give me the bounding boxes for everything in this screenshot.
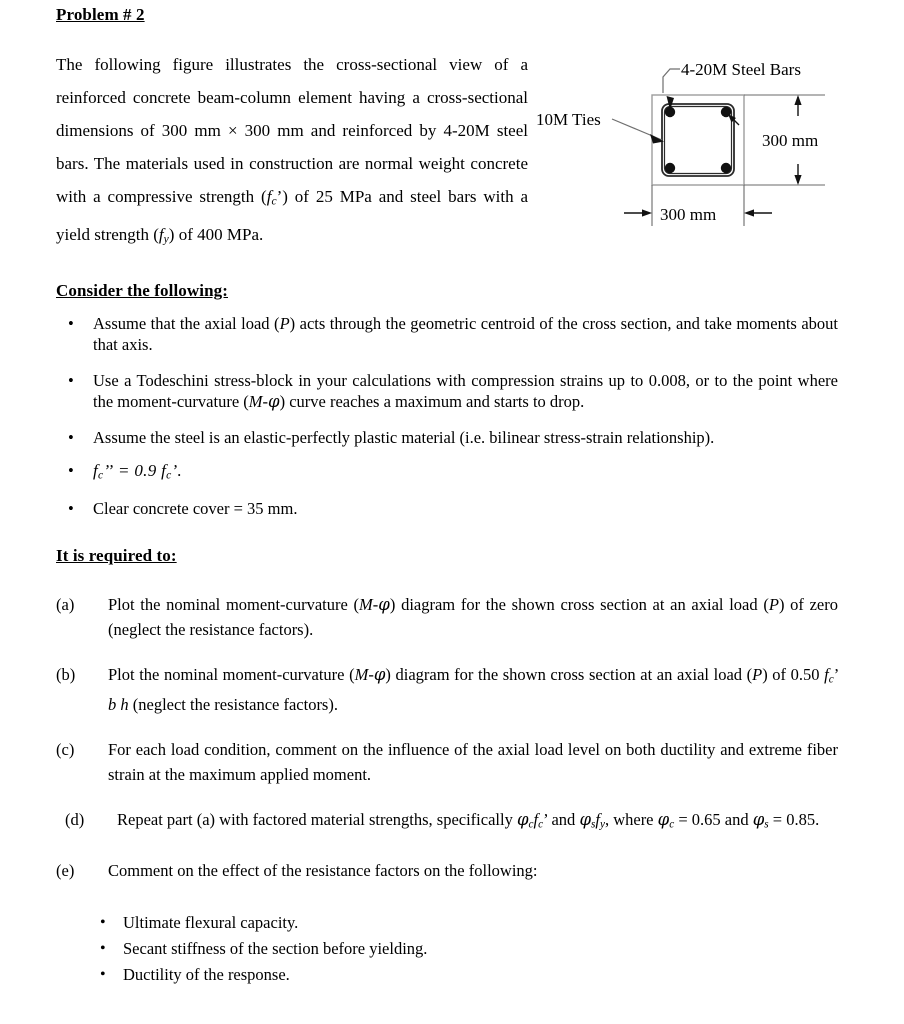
vdim-arrowhead-top: [794, 95, 801, 105]
label-dimension-horizontal: 300 mm: [660, 205, 717, 224]
bullet-icon: •: [68, 498, 74, 518]
cross-section-figure: [530, 48, 904, 248]
list-item: [56, 370, 838, 412]
bullet-icon: •: [100, 914, 106, 931]
label-ties: 10M Ties: [536, 110, 601, 129]
label-dimension-vertical: 300 mm: [762, 131, 819, 150]
list-item: [100, 936, 600, 962]
required-heading: It is required to:: [56, 546, 177, 565]
page-title: Problem # 2: [56, 5, 145, 24]
bullet-icon: •: [68, 461, 74, 480]
list-item-text: Plot the nominal moment-curvature (M-φ) diagram for the shown cross section at an axial load (P) of zero (neglect the resistance factors).: [108, 595, 838, 639]
list-item: [56, 313, 838, 355]
list-item-label: (c): [56, 740, 75, 760]
list-item-label: (d): [65, 810, 85, 830]
required-sub-bullet-list: [100, 910, 600, 988]
list-item: [56, 858, 838, 883]
required-item-list: [56, 592, 838, 903]
list-item: [56, 460, 838, 486]
intro-paragraph-text: The following figure illustrates the cross-sectional view of a reinforced concrete beam-column element having a cross-sectional dimensions of 300 mm × 300 mm and reinforced by 4-20M steel bars. The materials used in construction are normal weight concrete with a compressive strength $(f_c’)$ of 25 MPa and steel bars with a yield strength $(f_y)$ of 400 MPa.: [56, 55, 528, 246]
list-item: [100, 910, 600, 936]
list-item: [56, 737, 838, 787]
list-item-text: Ductility of the response.: [123, 965, 290, 984]
consider-heading: Consider the following:: [56, 281, 228, 300]
bullet-icon: •: [68, 428, 74, 447]
bullet-icon: •: [100, 966, 106, 983]
list-item-text: Ultimate flexural capacity.: [123, 913, 299, 932]
list-item-text: Assume the steel is an elastic-perfectly plastic material (i.e. bilinear stress-strain relationship).: [93, 428, 715, 447]
list-item-label: (a): [56, 595, 75, 614]
list-item-text: For each load condition, comment on the influence of the axial load level on both ductility and extreme fiber strain at the maximum applied moment.: [108, 740, 838, 785]
vdim-arrowhead-bottom: [794, 175, 801, 185]
list-item-text: Assume that the axial load (P) acts through the geometric centroid of the cross section, and take moments about that axis.: [93, 314, 838, 354]
bullet-icon: •: [68, 371, 74, 390]
list-item: [56, 592, 838, 642]
bullet-icon: •: [68, 314, 74, 333]
intro-paragraph: [56, 48, 528, 255]
list-item-text: Plot the nominal moment-curvature (M-φ) diagram for the shown cross section at an axial load (P) of 0.50 $f_c$’ b h (neglect the resistance factors).: [108, 665, 838, 715]
consider-bullet-list: [56, 313, 838, 531]
list-item-label: (b): [56, 665, 76, 684]
hdim-arrowhead-right: [744, 209, 754, 216]
list-item: [56, 498, 838, 519]
hdim-arrowhead-left: [642, 209, 652, 216]
list-item: [100, 962, 600, 988]
list-item: [56, 662, 838, 717]
list-item-text: $f_c$’’ = 0.9 $f_c$’.: [93, 461, 183, 482]
list-item-text: Clear concrete cover = 35 mm.: [93, 498, 298, 518]
label-steel-bars: 4-20M Steel Bars: [681, 60, 801, 79]
rebar-bottom-right: [721, 163, 731, 173]
steel-bars-leader-line: [663, 69, 680, 93]
bullet-icon: •: [100, 940, 106, 957]
list-item-label: (e): [56, 860, 75, 880]
list-item-text: Comment on the effect of the resistance factors on the following:: [108, 860, 538, 880]
list-item: [56, 427, 838, 448]
list-item-text: Secant stiffness of the section before yielding.: [123, 939, 428, 958]
cross-section-svg: [530, 48, 904, 248]
list-item: [56, 807, 838, 837]
list-item-text: Use a Todeschini stress-block in your calculations with compression strains up to 0.008, or to the point where the moment-curvature (M-φ) curve reaches a maximum and starts to drop.: [93, 371, 838, 411]
list-item-text: Repeat part (a) with factored material strengths, specifically $\varphi_cf_c$’ and $\varphi_sf_y$, where $\varphi_c = 0.65$ and $\varphi_s = 0.85$.: [117, 810, 820, 831]
rebar-bottom-left: [665, 163, 675, 173]
